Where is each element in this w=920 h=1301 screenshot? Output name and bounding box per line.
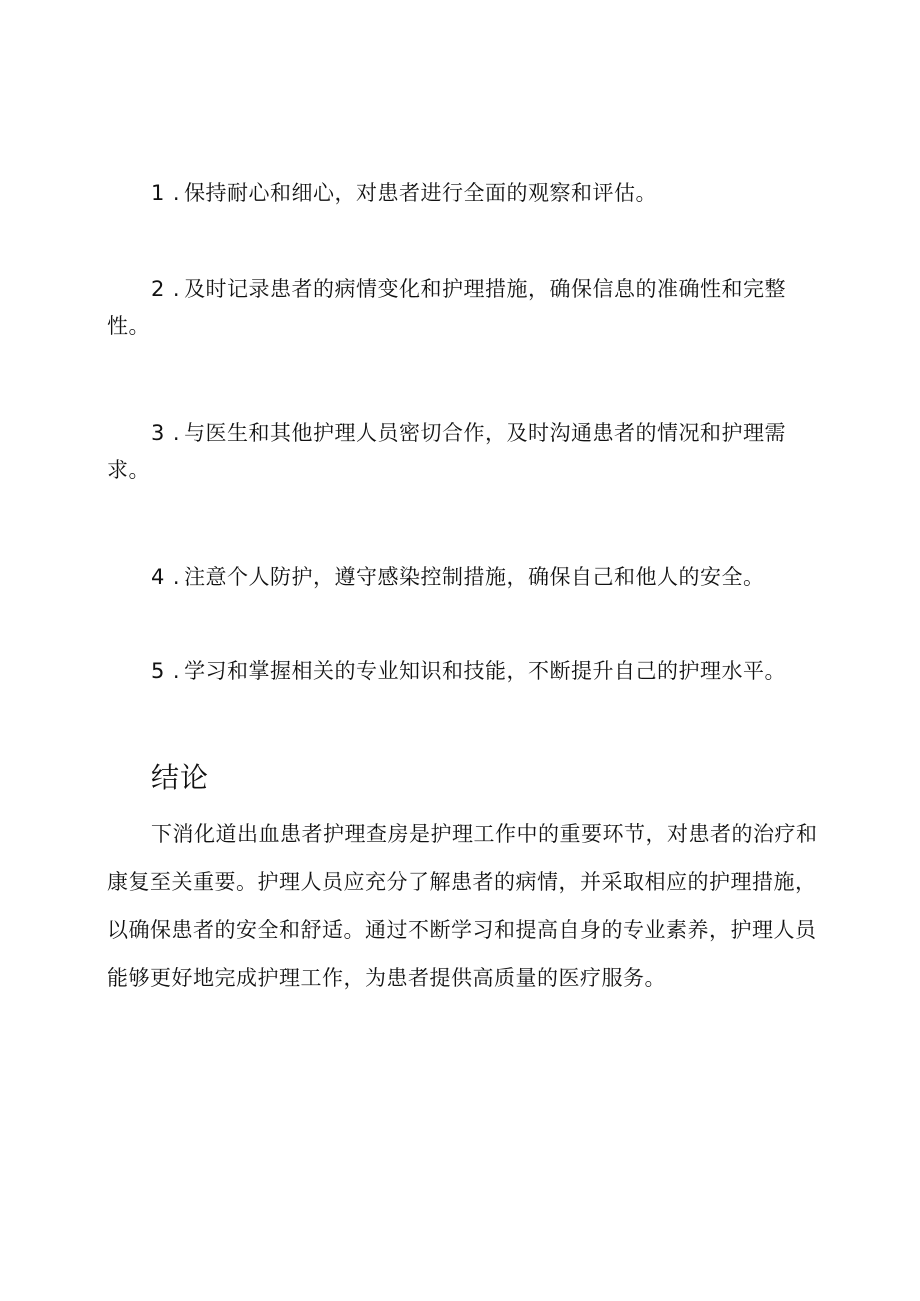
conclusion-paragraph: 下消化道出血患者护理查房是护理工作中的重要环节，对患者的治疗和康复至关重要。护理人员应充分了解患者的病情，并采取相应的护理措施，以确保患者的安全和舒适。通过不断学习和提高自身的专业素养，护理人员能够更好地完成护理工作，为患者提供高质量的医疗服务。	[107, 822, 818, 990]
conclusion-heading: 结论	[151, 761, 210, 794]
list-item-number: 3	[151, 421, 165, 445]
list-item-text: 注意个人防护，遵守感染控制措施，确保自己和他人的安全。	[184, 565, 765, 589]
list-item-number: 2	[151, 277, 165, 301]
list-item-separator: .	[172, 277, 181, 301]
list-item	[107, 559, 823, 596]
list-item-text: 保持耐心和细心，对患者进行全面的观察和评估。	[184, 181, 658, 205]
list-item-text: 与医生和其他护理人员密切合作，及时沟通患者的情况和护理需求。	[107, 421, 787, 482]
list-item	[107, 415, 823, 489]
list-item-separator: .	[172, 181, 181, 205]
list-item-text: 学习和掌握相关的专业知识和技能，不断提升自己的护理水平。	[184, 659, 787, 683]
list-item-separator: .	[172, 421, 181, 445]
list-item-number: 1	[151, 181, 165, 205]
list-item-number: 4	[151, 565, 165, 589]
list-item	[107, 271, 823, 345]
list-item	[107, 175, 823, 212]
list-item-separator: .	[172, 659, 181, 683]
list-item	[107, 653, 823, 690]
list-item-separator: .	[172, 565, 181, 589]
list-item-number: 5	[151, 659, 165, 683]
list-item-text: 及时记录患者的病情变化和护理措施，确保信息的准确性和完整性。	[107, 277, 787, 338]
